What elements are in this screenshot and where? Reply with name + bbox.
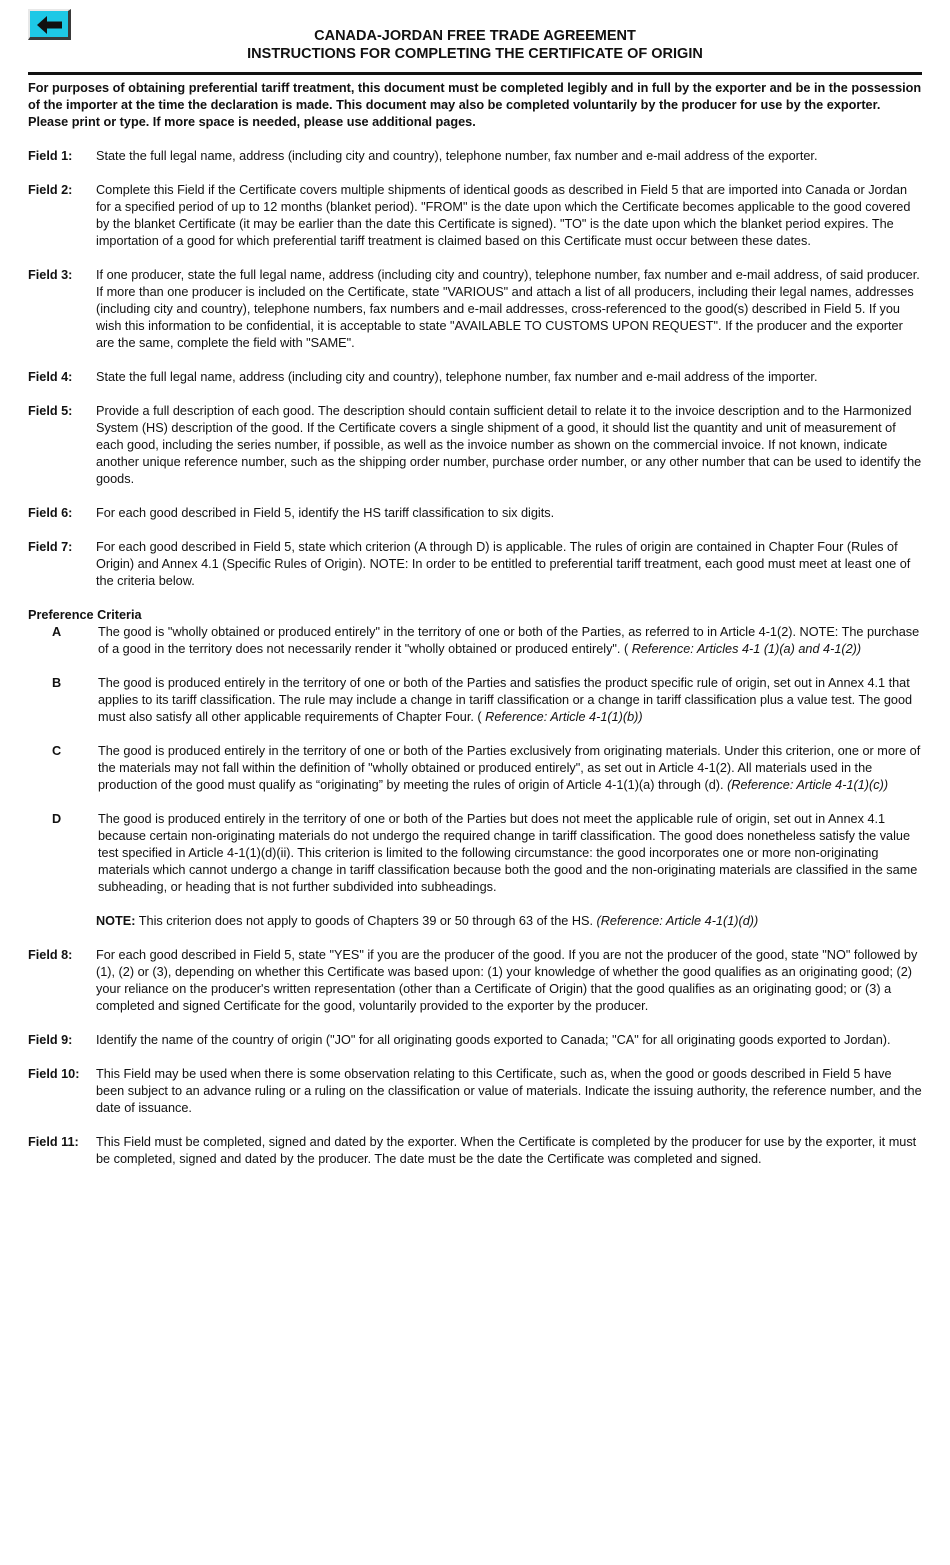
criterion-c [28,743,922,794]
instructions-body [28,80,922,1185]
field-text: For each good described in Field 5, identify the HS tariff classification to six digits. [96,506,555,520]
criterion-letter: A [52,625,62,639]
criterion-body: The good is produced entirely in the territory of one or both of the Parties exclusively from originating materials. Under this criterion, one or more of the materials may not fall within the definition of "wholly obtained or produced entirely", as set out in Article 4-1(2). All materials used in the production of the good must qualify as “originating” by meeting the rules of origin of Article 4-1(1)(a) through (d). [98,744,921,792]
criterion-text [98,675,922,726]
field-4 [28,369,922,386]
criterion-reference: Reference: Article 4-1(1)(b)) [485,710,643,724]
note-reference: (Reference: Article 4-1(1)(d)) [596,914,759,928]
criterion-letter: D [52,812,62,826]
field-6 [28,505,922,522]
field-text: Complete this Field if the Certificate covers multiple shipments of identical goods as described in Field 5 that are imported into Canada or Jordan for a specified period of up to 12 months (blanket period). "FROM" is the date upon which the Certificate becomes applicable to the good covered by the blanket Certificate (it may be earlier than the date this Certificate is signed). "TO" is the date upon which the blanket period expires. The importation of a good for which preferential tariff treatment is claimed based on this Certificate must occur between these dates. [96,183,911,248]
field-5 [28,403,922,488]
field-text: Identify the name of the country of origin ("JO" for all originating goods exported to Canada; "CA" for all originating goods exported to Jordan). [96,1033,891,1047]
field-label: Field 10: [28,1067,80,1081]
intro-paragraph: For purposes of obtaining preferential tariff treatment, this document must be completed legibly and in full by the exporter and be in the possession of the importer at the time the declaration is made. This document may also be completed voluntarily by the producer for use by the exporter. Please print or type. If more space is needed, please use additional pages. [28,81,922,129]
criterion-d-note [96,913,922,930]
criterion-text [98,811,922,896]
field-label: Field 7: [28,540,73,554]
field-label: Field 5: [28,404,73,418]
field-text: For each good described in Field 5, state which criterion (A through D) is applicable. The rules of origin are contained in Chapter Four (Rules of Origin) and Annex 4.1 (Specific Rules of Origin). NOTE: In order to be entitled to preferential tariff treatment, each good must meet at least one of the criteria below. [96,540,911,588]
field-label: Field 6: [28,506,73,520]
field-label: Field 4: [28,370,73,384]
header-divider [28,72,922,75]
field-1 [28,148,922,165]
criterion-letter: B [52,676,62,690]
preference-criteria-heading: Preference Criteria [28,608,142,622]
field-text: If one producer, state the full legal name, address (including city and country), telephone number, fax number and e-mail address, of said producer. If more than one producer is included on the Certificate, state "VARIOUS" and attach a list of all producers, including their legal names, addresses (including city and country), telephone numbers, fax numbers and e-mail addresses, cross-referenced to the good(s) described in Field 5. If you wish this information to be confidential, it is acceptable to state "AVAILABLE TO CUSTOMS UPON REQUEST". If the producer and the exporter are the same, complete the field with "SAME". [96,268,920,350]
field-label: Field 11: [28,1135,79,1149]
field-10 [28,1066,922,1117]
criterion-letter: C [52,744,62,758]
note-text: This criterion does not apply to goods of Chapters 39 or 50 through 63 of the HS. [135,914,597,928]
field-label: Field 9: [28,1033,73,1047]
criterion-d [28,811,922,896]
criterion-reference: (Reference: Article 4-1(1)(c)) [727,778,889,792]
field-text: State the full legal name, address (including city and country), telephone number, fax number and e-mail address of the importer. [96,370,818,384]
field-text: Provide a full description of each good. The description should contain sufficient detail to relate it to the invoice description and to the Harmonized System (HS) description of the good. If the Certificate covers a single shipment of a good, it should list the quantity and unit of measurement of each good, including the series number, if possible, as well as the invoice number as shown on the commercial invoice. If not known, indicate another unique reference number, such as the shipping order number, purchase order number, or any other number that can be used to identify the goods. [96,404,922,486]
field-label: Field 1: [28,149,73,163]
fields-section-2 [28,947,922,1168]
note-label: NOTE: [96,914,136,928]
field-9 [28,1032,922,1049]
criterion-body: The good is "wholly obtained or produced entirely" in the territory of one or both of the Parties, as referred to in Article 4-1(2). NOTE: The purchase of a good in the territory does not necessarily render it "wholly obtained or produced entirely". ( [98,625,920,656]
document-title [0,27,950,63]
fields-section-1 [28,148,922,590]
field-11 [28,1134,922,1168]
title-line-1: CANADA-JORDAN FREE TRADE AGREEMENT [314,28,636,44]
criterion-text [98,743,922,794]
criterion-b [28,675,922,726]
field-2 [28,182,922,250]
field-text: This Field may be used when there is some observation relating to this Certificate, such as, when the good or goods described in Field 5 have been subject to an advance ruling or a ruling on the classification or value of materials. Indicate the issuing authority, the reference number, and the date of issuance. [96,1067,922,1115]
criterion-body: The good is produced entirely in the territory of one or both of the Parties but does not meet the applicable rule of origin, set out in Annex 4.1 because certain non-originating materials do not undergo the required change in tariff classification. The good does nonetheless satisfy the value test specified in Article 4-1(1)(d)(ii). This criterion is limited to the following circumstance: the good incorporates one or more non-originating materials which cannot undergo a change in tariff classification because both the good and the non-originating materials are classified in the same subheading, or heading that is not further subdivided into subheadings. [98,812,918,894]
field-7 [28,539,922,590]
criterion-a [28,624,922,658]
field-text: State the full legal name, address (including city and country), telephone number, fax number and e-mail address of the exporter. [96,149,818,163]
field-label: Field 2: [28,183,73,197]
field-label: Field 3: [28,268,73,282]
field-label: Field 8: [28,948,73,962]
criterion-reference: Reference: Articles 4-1 (1)(a) and 4-1(2)) [631,642,862,656]
criterion-text [98,624,922,658]
field-text: For each good described in Field 5, state "YES" if you are the producer of the good. If you are not the producer of the good, state "NO" followed by (1), (2) or (3), depending on whether this Certificate was based upon: (1) your knowledge of whether the good qualifies as an originating good; (2) your reliance on the producer's written representation (other than a Certificate of Origin) that the good qualifies as an originating good; or (3) a completed and signed Certificate for the good, voluntarily provided to the exporter by the producer. [96,948,918,1013]
field-8 [28,947,922,1015]
title-line-2: INSTRUCTIONS FOR COMPLETING THE CERTIFICATE OF ORIGIN [247,46,703,62]
field-3 [28,267,922,352]
preference-criteria-list [28,624,922,896]
field-text: This Field must be completed, signed and dated by the exporter. When the Certificate is completed by the producer for use by the exporter, it must be completed, signed and dated by the producer. The date must be the date the Certificate was completed and signed. [96,1135,917,1166]
criterion-body: The good is produced entirely in the territory of one or both of the Parties and satisfies the product specific rule of origin, set out in Annex 4.1 that applies to its tariff classification. The rule may include a change in tariff classification or a change in tariff classification plus a value test. The good must also satisfy all other applicable requirements of Chapter Four. ( [98,676,913,724]
